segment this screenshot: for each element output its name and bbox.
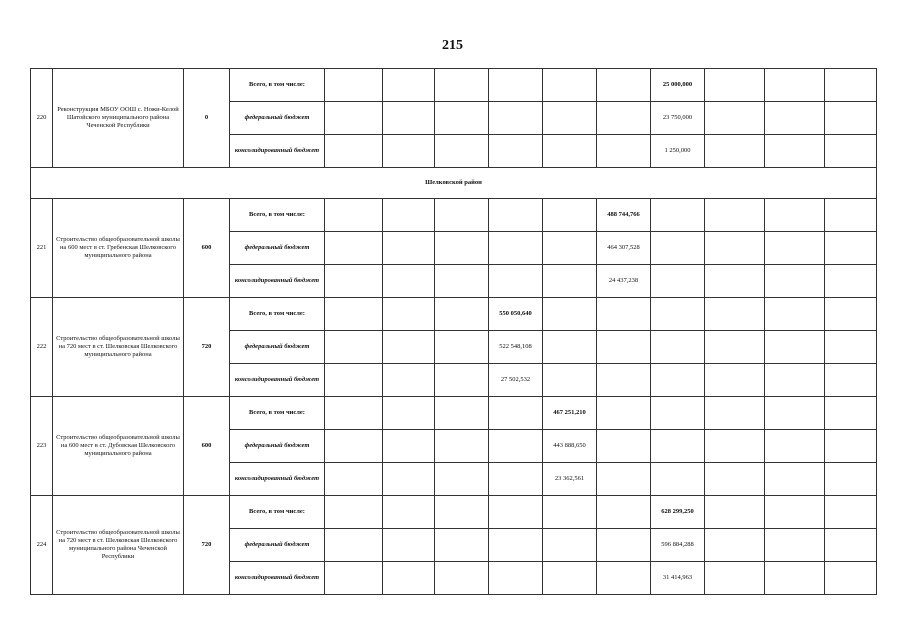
value-cell: [705, 69, 765, 102]
value-cell: [597, 298, 651, 331]
project-capacity: 0: [184, 69, 230, 168]
value-cell: [825, 430, 877, 463]
budget-row-label-federal: федеральный бюджет: [230, 331, 325, 364]
budget-amount-federal: 464 307,528: [597, 232, 651, 265]
budget-amount-federal: 522 548,108: [489, 331, 543, 364]
budget-row-label-consolidated: консолидированный бюджет: [230, 135, 325, 168]
value-cell: [543, 232, 597, 265]
value-cell: [383, 562, 435, 595]
value-cell: [325, 562, 383, 595]
value-cell: [825, 496, 877, 529]
table-row: [31, 298, 877, 331]
value-cell: [489, 397, 543, 430]
value-cell: [825, 331, 877, 364]
value-cell: [435, 562, 489, 595]
table-row: [31, 397, 877, 430]
value-cell: [705, 298, 765, 331]
value-cell: [543, 331, 597, 364]
value-cell: [825, 529, 877, 562]
budget-row-label-federal: федеральный бюджет: [230, 430, 325, 463]
budget-row-label-consolidated: консолидированный бюджет: [230, 562, 325, 595]
value-cell: [825, 364, 877, 397]
value-cell: [825, 199, 877, 232]
value-cell: [435, 397, 489, 430]
value-cell: [383, 364, 435, 397]
value-cell: [543, 529, 597, 562]
project-number: 222: [31, 298, 53, 397]
value-cell: [325, 364, 383, 397]
value-cell: [765, 562, 825, 595]
value-cell: [489, 265, 543, 298]
project-capacity: 720: [184, 496, 230, 595]
value-cell: [597, 430, 651, 463]
value-cell: [705, 102, 765, 135]
value-cell: [383, 199, 435, 232]
value-cell: [597, 463, 651, 496]
value-cell: [435, 135, 489, 168]
value-cell: [489, 232, 543, 265]
value-cell: [489, 430, 543, 463]
value-cell: [325, 199, 383, 232]
budget-amount-total: 488 744,766: [597, 199, 651, 232]
value-cell: [825, 135, 877, 168]
budget-row-label-federal: федеральный бюджет: [230, 102, 325, 135]
value-cell: [765, 102, 825, 135]
value-cell: [705, 562, 765, 595]
value-cell: [489, 102, 543, 135]
value-cell: [543, 199, 597, 232]
value-cell: [325, 265, 383, 298]
value-cell: [543, 135, 597, 168]
budget-amount-federal: 596 884,288: [651, 529, 705, 562]
value-cell: [705, 496, 765, 529]
budget-row-label-consolidated: консолидированный бюджет: [230, 463, 325, 496]
value-cell: [651, 331, 705, 364]
value-cell: [325, 463, 383, 496]
value-cell: [325, 397, 383, 430]
budget-amount-consolidated: 31 414,963: [651, 562, 705, 595]
value-cell: [325, 102, 383, 135]
project-name: Строительство общеобразовательной школы на 600 мест в ст. Гребенская Шелковского муниципального района: [53, 199, 184, 298]
value-cell: [597, 496, 651, 529]
value-cell: [705, 199, 765, 232]
value-cell: [765, 529, 825, 562]
value-cell: [765, 135, 825, 168]
value-cell: [825, 69, 877, 102]
value-cell: [765, 298, 825, 331]
value-cell: [597, 331, 651, 364]
value-cell: [825, 397, 877, 430]
value-cell: [705, 331, 765, 364]
value-cell: [435, 298, 489, 331]
table-row: [31, 199, 877, 232]
value-cell: [435, 199, 489, 232]
budget-row-label-consolidated: консолидированный бюджет: [230, 364, 325, 397]
budget-row-label-total: Всего, в том числе:: [230, 397, 325, 430]
value-cell: [651, 364, 705, 397]
value-cell: [489, 135, 543, 168]
value-cell: [325, 135, 383, 168]
value-cell: [651, 430, 705, 463]
budget-table: [30, 68, 877, 595]
value-cell: [651, 298, 705, 331]
value-cell: [489, 199, 543, 232]
value-cell: [597, 364, 651, 397]
value-cell: [825, 232, 877, 265]
value-cell: [383, 397, 435, 430]
value-cell: [435, 265, 489, 298]
value-cell: [383, 102, 435, 135]
value-cell: [651, 232, 705, 265]
page-number: 215: [442, 38, 463, 53]
value-cell: [489, 562, 543, 595]
value-cell: [383, 496, 435, 529]
value-cell: [435, 331, 489, 364]
value-cell: [825, 562, 877, 595]
budget-amount-total: 467 251,210: [543, 397, 597, 430]
value-cell: [705, 529, 765, 562]
value-cell: [765, 463, 825, 496]
project-capacity: 600: [184, 397, 230, 496]
value-cell: [705, 430, 765, 463]
value-cell: [325, 430, 383, 463]
value-cell: [597, 69, 651, 102]
value-cell: [705, 397, 765, 430]
value-cell: [705, 232, 765, 265]
value-cell: [765, 364, 825, 397]
value-cell: [543, 265, 597, 298]
value-cell: [543, 562, 597, 595]
budget-amount-consolidated: 24 437,238: [597, 265, 651, 298]
value-cell: [383, 463, 435, 496]
value-cell: [325, 69, 383, 102]
project-number: 223: [31, 397, 53, 496]
value-cell: [651, 265, 705, 298]
value-cell: [435, 496, 489, 529]
project-name: Строительство общеобразовательной школы на 600 мест в ст. Дубовская Шелковского муниципального района: [53, 397, 184, 496]
value-cell: [825, 463, 877, 496]
value-cell: [705, 135, 765, 168]
value-cell: [435, 463, 489, 496]
value-cell: [705, 463, 765, 496]
value-cell: [325, 298, 383, 331]
project-number: 224: [31, 496, 53, 595]
budget-row-label-total: Всего, в том числе:: [230, 199, 325, 232]
value-cell: [489, 529, 543, 562]
value-cell: [597, 562, 651, 595]
project-number: 221: [31, 199, 53, 298]
value-cell: [765, 496, 825, 529]
value-cell: [435, 102, 489, 135]
value-cell: [825, 102, 877, 135]
value-cell: [489, 496, 543, 529]
budget-row-label-federal: федеральный бюджет: [230, 529, 325, 562]
value-cell: [383, 135, 435, 168]
value-cell: [765, 331, 825, 364]
budget-row-label-total: Всего, в том числе:: [230, 69, 325, 102]
budget-amount-total: 25 000,000: [651, 69, 705, 102]
budget-amount-federal: 443 888,650: [543, 430, 597, 463]
table-row: [31, 69, 877, 102]
budget-row-label-total: Всего, в том числе:: [230, 298, 325, 331]
project-name: Реконструкция МБОУ ООШ с. Ножи-Келой Шатойского муниципального района Чеченской Республики: [53, 69, 184, 168]
value-cell: [435, 529, 489, 562]
value-cell: [489, 463, 543, 496]
value-cell: [597, 529, 651, 562]
budget-row-label-consolidated: консолидированный бюджет: [230, 265, 325, 298]
project-capacity: 720: [184, 298, 230, 397]
budget-amount-total: 550 050,640: [489, 298, 543, 331]
value-cell: [383, 331, 435, 364]
value-cell: [651, 199, 705, 232]
value-cell: [651, 397, 705, 430]
value-cell: [765, 265, 825, 298]
budget-row-label-total: Всего, в том числе:: [230, 496, 325, 529]
value-cell: [435, 232, 489, 265]
value-cell: [765, 430, 825, 463]
project-name: Строительство общеобразовательной школы на 720 мест в ст. Шелковская Шелковского муниципального района Чеченской Республики: [53, 496, 184, 595]
project-number: 220: [31, 69, 53, 168]
value-cell: [383, 232, 435, 265]
value-cell: [435, 430, 489, 463]
project-name: Строительство общеобразовательной школы на 720 мест в ст. Шелковская Шелковского муниципального района: [53, 298, 184, 397]
value-cell: [383, 265, 435, 298]
budget-amount-consolidated: 23 362,561: [543, 463, 597, 496]
value-cell: [651, 463, 705, 496]
budget-amount-consolidated: 1 250,000: [651, 135, 705, 168]
value-cell: [597, 102, 651, 135]
value-cell: [383, 529, 435, 562]
value-cell: [325, 331, 383, 364]
value-cell: [765, 69, 825, 102]
value-cell: [705, 364, 765, 397]
value-cell: [597, 135, 651, 168]
value-cell: [325, 496, 383, 529]
value-cell: [825, 298, 877, 331]
value-cell: [325, 232, 383, 265]
value-cell: [543, 69, 597, 102]
value-cell: [435, 364, 489, 397]
value-cell: [383, 298, 435, 331]
section-title: Шелковской район: [31, 168, 877, 199]
budget-row-label-federal: федеральный бюджет: [230, 232, 325, 265]
value-cell: [705, 265, 765, 298]
table-row: [31, 496, 877, 529]
value-cell: [543, 496, 597, 529]
budget-amount-total: 628 299,250: [651, 496, 705, 529]
value-cell: [825, 265, 877, 298]
value-cell: [383, 430, 435, 463]
section-row: [31, 168, 877, 199]
value-cell: [765, 232, 825, 265]
value-cell: [435, 69, 489, 102]
project-capacity: 600: [184, 199, 230, 298]
value-cell: [543, 102, 597, 135]
value-cell: [543, 298, 597, 331]
value-cell: [325, 529, 383, 562]
budget-amount-federal: 23 750,000: [651, 102, 705, 135]
value-cell: [543, 364, 597, 397]
value-cell: [383, 69, 435, 102]
value-cell: [489, 69, 543, 102]
budget-amount-consolidated: 27 502,532: [489, 364, 543, 397]
value-cell: [597, 397, 651, 430]
value-cell: [765, 199, 825, 232]
value-cell: [765, 397, 825, 430]
